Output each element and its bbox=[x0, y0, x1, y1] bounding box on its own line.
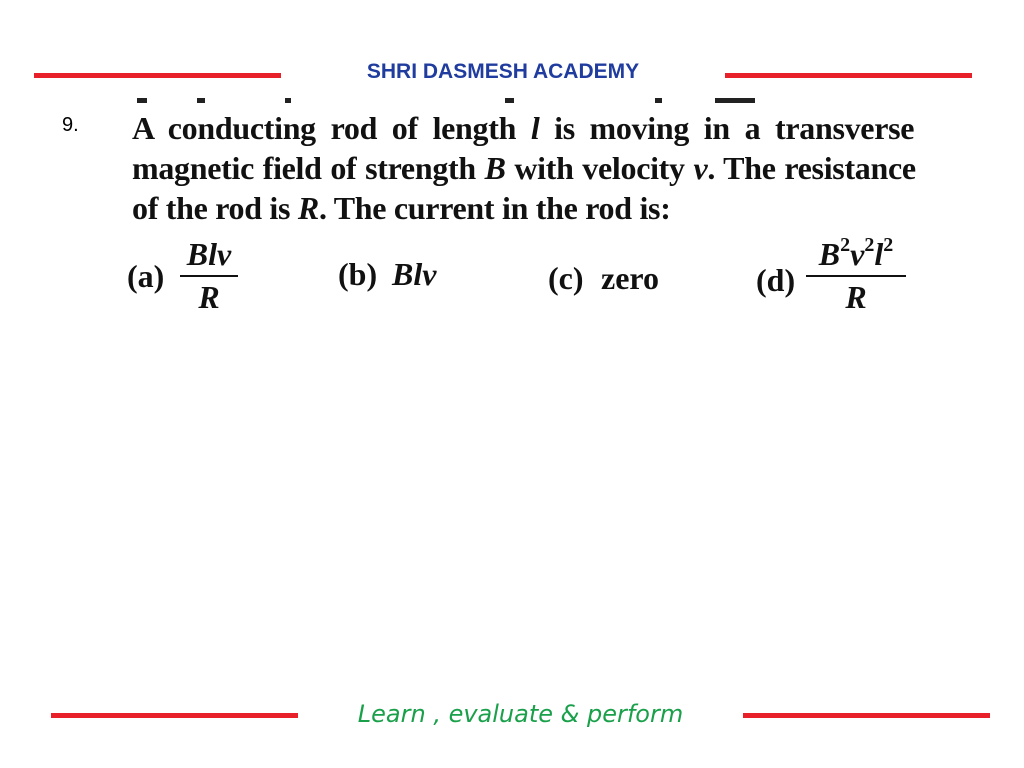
question-line-1: A conducting rod of length l is moving in a transverse bbox=[132, 110, 915, 146]
question-text bbox=[132, 108, 977, 228]
header-right-rule bbox=[725, 73, 972, 78]
option-d-numerator: $B^2v^2l^2$ bbox=[818, 234, 894, 272]
option-a-label: (a) bbox=[127, 258, 165, 294]
option-a-numerator: Blv bbox=[186, 236, 232, 272]
footer-right-rule bbox=[743, 713, 990, 718]
question-number: 9. bbox=[62, 114, 79, 136]
question-line-2: magnetic field of strength B with velocity v. The resistance bbox=[132, 150, 916, 186]
scan-crop-remnant bbox=[135, 98, 775, 106]
footer-tagline: Learn , evaluate & perform bbox=[357, 700, 684, 728]
option-d-fraction bbox=[806, 236, 906, 316]
option-a-denominator: R bbox=[198, 279, 220, 315]
footer-left-rule bbox=[51, 713, 298, 718]
question-line-3: of the rod is R. The current in the rod is: bbox=[132, 190, 671, 226]
option-b-label: (b) bbox=[338, 256, 378, 292]
option-c-value: zero bbox=[601, 260, 660, 296]
header-left-rule bbox=[34, 73, 281, 78]
fraction-bar bbox=[180, 275, 238, 277]
option-a-fraction bbox=[180, 236, 238, 316]
option-d-denominator: R bbox=[845, 279, 867, 315]
fraction-bar bbox=[806, 275, 906, 277]
academy-title: SHRI DASMESH ACADEMY bbox=[366, 60, 640, 83]
option-c-label: (c) bbox=[548, 260, 584, 296]
option-b-value: Blv bbox=[392, 256, 437, 292]
option-d-label: (d) bbox=[756, 262, 796, 298]
